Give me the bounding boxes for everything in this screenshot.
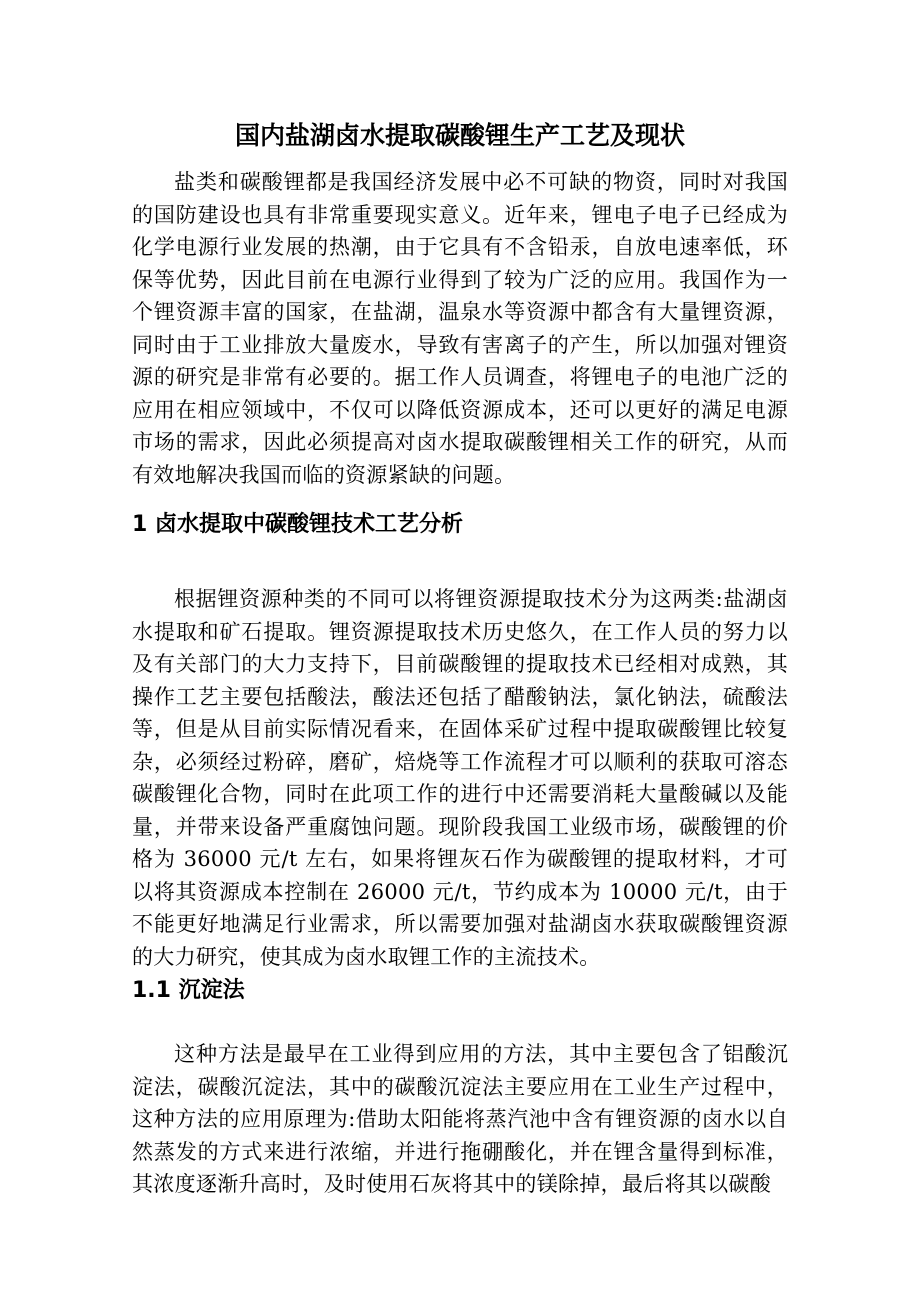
section-heading-1: 1 卤水提取中碳酸锂技术工艺分析 xyxy=(132,512,463,537)
intro-paragraph: 盐类和碳酸锂都是我国经济发展中必不可缺的物资，同时对我国的国防建设也具有非常重要现实意义。近年来，锂电子电子已经成为化学电源行业发展的热潮，由于它具有不含铅汞，自放电速率低，环保等优势，因此目前在电源行业得到了较为广泛的应用。我国作为一个锂资源丰富的国家，在盐湖，温泉水等资源中都含有大量锂资源，同时由于工业排放大量废水，导致有害离子的产生，所以加强对锂资源的研究是非常有必要的。据工作人员调查，将锂电子的电池广泛的应用在相应领域中，不仅可以降低资源成本，还可以更好的满足电源市场的需求，因此必须提高对卤水提取碳酸锂相关工作的研究，从而有效地解决我国而临的资源紧缺的问题。 xyxy=(132,170,788,487)
section-1-paragraph: 根据锂资源种类的不同可以将锂资源提取技术分为这两类:盐湖卤水提取和矿石提取。锂资源提取技术历史悠久，在工作人员的努力以及有关部门的大力支持下，目前碳酸锂的提取技术已经相对成熟，其操作工艺主要包括酸法，酸法还包括了醋酸钠法，氯化钠法，硫酸法等，但是从目前实际情况看来，在固体采矿过程中提取碳酸锂比较复杂，必须经过粉碎，磨矿，焙烧等工作流程才可以顺利的获取可溶态碳酸锂化合物，同时在此项工作的进行中还需要消耗大量酸碱以及能量，并带来设备严重腐蚀问题。现阶段我国工业级市场，碳酸锂的价格为 36000 元/t 左右，如果将锂灰石作为碳酸锂的提取材料，才可以将其资源成本控制在 26000 元/t，节约成本为 10000 元/t，由于不能更好地满足行业需求，所以需要加强对盐湖卤水获取碳酸锂资源的大力研究，使其成为卤水取锂工作的主流技术。 xyxy=(132,587,788,969)
section-1-1-paragraph: 这种方法是最早在工业得到应用的方法，其中主要包含了铝酸沉淀法，碳酸沉淀法，其中的碳酸沉淀法主要应用在工业生产过程中，这种方法的应用原理为:借助太阳能将蒸汽池中含有锂资源的卤水以自然蒸发的方式来进行浓缩，并进行拖硼酸化，并在锂含量得到标准，其浓度逐渐升高时，及时使用石灰将其中的镁除掉，最后将其以碳酸 xyxy=(132,1042,788,1196)
section-heading-1-1: 1.1 沉淀法 xyxy=(132,978,245,1003)
document-title: 国内盐湖卤水提取碳酸锂生产工艺及现状 xyxy=(234,121,685,150)
